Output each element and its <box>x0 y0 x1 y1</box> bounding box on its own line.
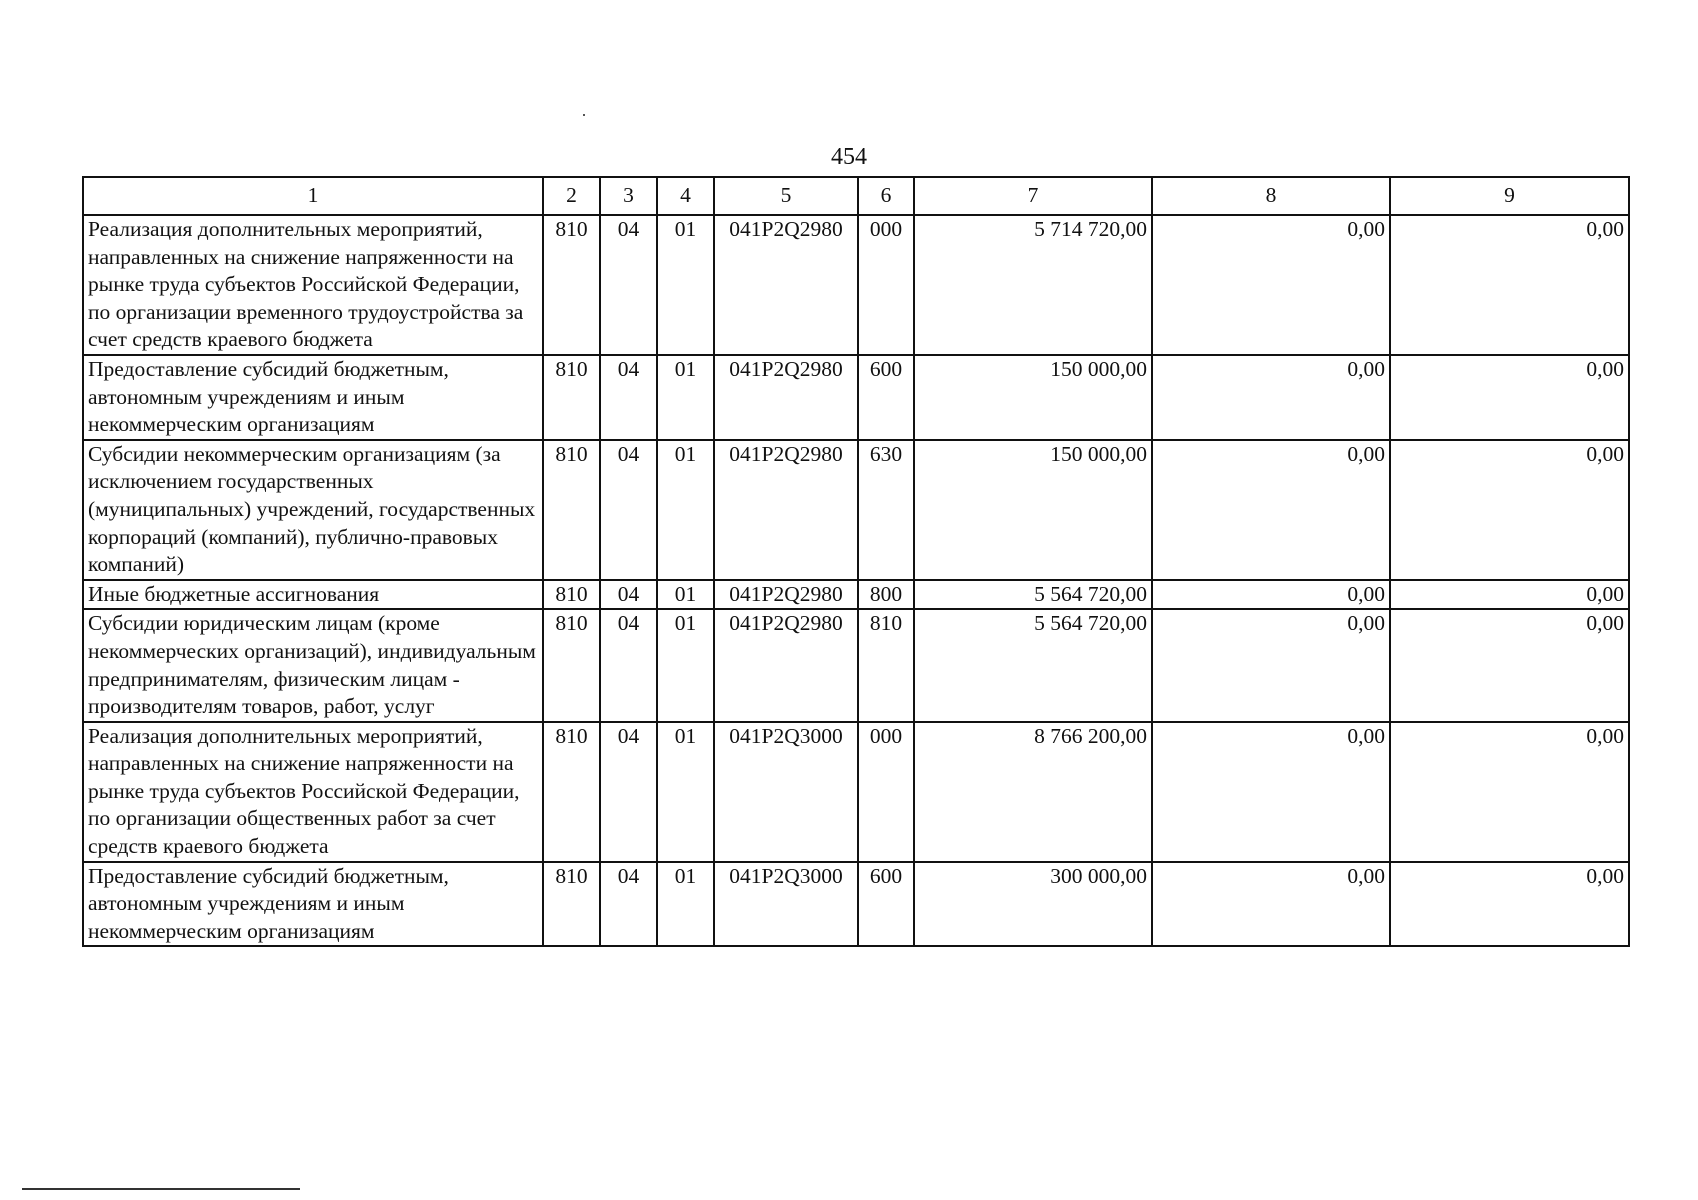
section-code: 04 <box>600 722 657 862</box>
subsection-code: 01 <box>657 355 714 440</box>
column-header-4: 4 <box>657 177 714 215</box>
column-header-1: 1 <box>83 177 543 215</box>
column-header-2: 2 <box>543 177 600 215</box>
subsection-code: 01 <box>657 215 714 355</box>
ministry-code: 810 <box>543 609 600 721</box>
target-item-code: 041P2Q2980 <box>714 215 858 355</box>
column-header-9: 9 <box>1390 177 1629 215</box>
row-name: Предоставление субсидий бюджетным, автономным учреждениям и иным некоммерческим организациям <box>83 862 543 947</box>
table-row <box>83 355 1629 440</box>
section-code: 04 <box>600 862 657 947</box>
amount-col-7: 150 000,00 <box>914 440 1152 580</box>
amount-col-9: 0,00 <box>1390 215 1629 355</box>
table-row <box>83 722 1629 862</box>
row-name: Субсидии юридическим лицам (кроме некоммерческих организаций), индивидуальным предпринимателям, физическим лицам - производителям товаров, работ, услуг <box>83 609 543 721</box>
column-header-5: 5 <box>714 177 858 215</box>
amount-col-8: 0,00 <box>1152 440 1390 580</box>
amount-col-7: 300 000,00 <box>914 862 1152 947</box>
amount-col-7: 5 564 720,00 <box>914 609 1152 721</box>
column-header-8: 8 <box>1152 177 1390 215</box>
target-item-code: 041P2Q2980 <box>714 609 858 721</box>
row-name: Реализация дополнительных мероприятий, направленных на снижение напряженности на рынке труда субъектов Российской Федерации, по организации общественных работ за счет средств краевого бюджета <box>83 722 543 862</box>
amount-col-9: 0,00 <box>1390 609 1629 721</box>
amount-col-7: 5 714 720,00 <box>914 215 1152 355</box>
section-code: 04 <box>600 215 657 355</box>
subsection-code: 01 <box>657 609 714 721</box>
table-row <box>83 580 1629 610</box>
row-name: Реализация дополнительных мероприятий, направленных на снижение напряженности на рынке труда субъектов Российской Федерации, по организации временного трудоустройства за счет средств краевого бюджета <box>83 215 543 355</box>
column-header-6: 6 <box>858 177 914 215</box>
amount-col-7: 8 766 200,00 <box>914 722 1152 862</box>
subsection-code: 01 <box>657 440 714 580</box>
section-code: 04 <box>600 609 657 721</box>
amount-col-8: 0,00 <box>1152 722 1390 862</box>
amount-col-7: 5 564 720,00 <box>914 580 1152 610</box>
amount-col-8: 0,00 <box>1152 355 1390 440</box>
scan-speck <box>583 114 585 116</box>
table-row <box>83 215 1629 355</box>
target-item-code: 041P2Q3000 <box>714 722 858 862</box>
table-row <box>83 609 1629 721</box>
ministry-code: 810 <box>543 862 600 947</box>
target-item-code: 041P2Q2980 <box>714 440 858 580</box>
expense-type-code: 000 <box>858 215 914 355</box>
amount-col-8: 0,00 <box>1152 215 1390 355</box>
amount-col-8: 0,00 <box>1152 862 1390 947</box>
target-item-code: 041P2Q2980 <box>714 580 858 610</box>
amount-col-9: 0,00 <box>1390 722 1629 862</box>
expense-type-code: 600 <box>858 862 914 947</box>
section-code: 04 <box>600 440 657 580</box>
ministry-code: 810 <box>543 722 600 862</box>
ministry-code: 810 <box>543 440 600 580</box>
ministry-code: 810 <box>543 355 600 440</box>
budget-table <box>82 176 1630 947</box>
column-header-3: 3 <box>600 177 657 215</box>
amount-col-8: 0,00 <box>1152 609 1390 721</box>
table-row <box>83 440 1629 580</box>
expense-type-code: 630 <box>858 440 914 580</box>
amount-col-9: 0,00 <box>1390 355 1629 440</box>
amount-col-9: 0,00 <box>1390 440 1629 580</box>
expense-type-code: 600 <box>858 355 914 440</box>
section-code: 04 <box>600 355 657 440</box>
section-code: 04 <box>600 580 657 610</box>
target-item-code: 041P2Q2980 <box>714 355 858 440</box>
amount-col-9: 0,00 <box>1390 580 1629 610</box>
row-name: Предоставление субсидий бюджетным, автономным учреждениям и иным некоммерческим организациям <box>83 355 543 440</box>
row-name: Иные бюджетные ассигнования <box>83 580 543 610</box>
subsection-code: 01 <box>657 722 714 862</box>
amount-col-7: 150 000,00 <box>914 355 1152 440</box>
page-number: 454 <box>831 144 867 170</box>
row-name: Субсидии некоммерческим организациям (за исключением государственных (муниципальных) учреждений, государственных корпораций (компаний), публично-правовых компаний) <box>83 440 543 580</box>
table-row <box>83 862 1629 947</box>
footnote-separator-line <box>22 1188 300 1190</box>
expense-type-code: 800 <box>858 580 914 610</box>
expense-type-code: 000 <box>858 722 914 862</box>
column-header-7: 7 <box>914 177 1152 215</box>
subsection-code: 01 <box>657 580 714 610</box>
amount-col-8: 0,00 <box>1152 580 1390 610</box>
ministry-code: 810 <box>543 215 600 355</box>
expense-type-code: 810 <box>858 609 914 721</box>
amount-col-9: 0,00 <box>1390 862 1629 947</box>
ministry-code: 810 <box>543 580 600 610</box>
column-number-header-row <box>83 177 1629 215</box>
subsection-code: 01 <box>657 862 714 947</box>
target-item-code: 041P2Q3000 <box>714 862 858 947</box>
